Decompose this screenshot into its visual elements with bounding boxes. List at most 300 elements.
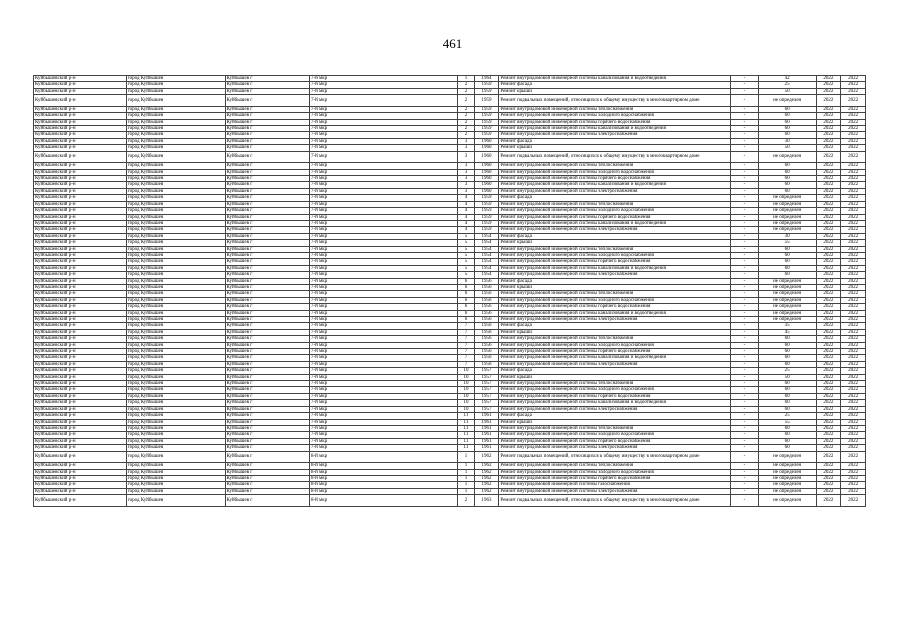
dash-cell: - (731, 425, 759, 431)
year-start-cell: 2022 (816, 145, 841, 151)
year-end-cell: 2022 (841, 201, 866, 207)
year-end-cell: 2022 (841, 138, 866, 144)
year-end-cell: 2022 (841, 329, 866, 335)
year-end-cell: 2022 (841, 368, 866, 374)
work-type-cell: Ремонт фасада (499, 233, 731, 239)
build-year-cell: 1959 (474, 106, 499, 112)
build-year-cell: 1961 (474, 413, 499, 419)
page-number: 461 (442, 36, 463, 51)
work-type-cell: Ремонт внутридомовой инженерной системы канализования и водоотведения (499, 126, 731, 132)
value-cell: 60 (758, 176, 816, 182)
work-type-cell: Ремонт внутридомовой инженерной системы электроснабжения (499, 317, 731, 323)
settlement-cell: город Куйбышев (126, 265, 225, 271)
settlement-cell: город Куйбышев (126, 432, 225, 438)
build-year-cell: 1963 (474, 495, 499, 507)
build-year-cell: 1959 (474, 220, 499, 226)
city-cell: Куйбышев г (225, 252, 309, 258)
district-cell: Куйбышевский р-н (34, 126, 127, 132)
year-end-cell: 2022 (841, 145, 866, 151)
build-year-cell: 1956 (474, 310, 499, 316)
work-type-cell: Ремонт внутридомовой инженерной системы холодного водоснабжения (499, 252, 731, 258)
city-cell: Куйбышев г (225, 82, 309, 88)
year-end-cell: 2022 (841, 259, 866, 265)
street-cell: 7-й мкр (309, 151, 457, 163)
street-cell: 7-й мкр (309, 176, 457, 182)
build-year-cell: 1959 (474, 208, 499, 214)
house-number-cell: 10 (458, 374, 474, 380)
settlement-cell: город Куйбышев (126, 240, 225, 246)
dash-cell: - (731, 361, 759, 367)
district-cell: Куйбышевский р-н (34, 201, 127, 207)
city-cell: Куйбышев г (225, 220, 309, 226)
work-type-cell: Ремонт внутридомовой инженерной системы электроснабжения (499, 132, 731, 138)
year-start-cell: 2022 (816, 406, 841, 412)
dash-cell: - (731, 252, 759, 258)
dash-cell: - (731, 188, 759, 194)
city-cell: Куйбышев г (225, 106, 309, 112)
year-end-cell: 2022 (841, 445, 866, 451)
street-cell: 7-й мкр (309, 272, 457, 278)
settlement-cell: город Куйбышев (126, 163, 225, 169)
city-cell: Куйбышев г (225, 475, 309, 481)
house-number-cell: 1 (458, 475, 474, 481)
street-cell: 7-й мкр (309, 201, 457, 207)
settlement-cell: город Куйбышев (126, 387, 225, 393)
value-cell: 60 (758, 425, 816, 431)
value-cell: 45 (758, 329, 816, 335)
dash-cell: - (731, 393, 759, 399)
year-start-cell: 2022 (816, 432, 841, 438)
year-start-cell: 2022 (816, 227, 841, 233)
house-number-cell: 7 (458, 323, 474, 329)
house-number-cell: 5 (458, 252, 474, 258)
house-number-cell: 3 (458, 151, 474, 163)
work-type-cell: Ремонт внутридомовой инженерной системы канализования и водоотведения (499, 355, 731, 361)
dash-cell: - (731, 82, 759, 88)
district-cell: Куйбышевский р-н (34, 106, 127, 112)
year-end-cell: 2022 (841, 310, 866, 316)
settlement-cell: город Куйбышев (126, 88, 225, 94)
city-cell: Куйбышев г (225, 291, 309, 297)
dash-cell: - (731, 195, 759, 201)
build-year-cell: 1959 (474, 214, 499, 220)
dash-cell: - (731, 76, 759, 82)
work-type-cell: Ремонт крыши (499, 419, 731, 425)
district-cell: Куйбышевский р-н (34, 482, 127, 488)
city-cell: Куйбышев г (225, 126, 309, 132)
district-cell: Куйбышевский р-н (34, 432, 127, 438)
dash-cell: - (731, 95, 759, 107)
work-type-cell: Ремонт внутридомовой инженерной системы холодного водоснабжения (499, 387, 731, 393)
year-start-cell: 2022 (816, 252, 841, 258)
work-type-cell: Ремонт внутридомовой инженерной системы теплоснабжения (499, 425, 731, 431)
dash-cell: - (731, 381, 759, 387)
house-number-cell: 6 (458, 304, 474, 310)
district-cell: Куйбышевский р-н (34, 495, 127, 507)
year-end-cell: 2022 (841, 361, 866, 367)
district-cell: Куйбышевский р-н (34, 488, 127, 494)
house-number-cell: 2 (458, 82, 474, 88)
dash-cell: - (731, 495, 759, 507)
settlement-cell: город Куйбышев (126, 182, 225, 188)
settlement-cell: город Куйбышев (126, 463, 225, 469)
value-cell: 60 (758, 342, 816, 348)
house-number-cell: 2 (458, 119, 474, 125)
value-cell: не определен (758, 195, 816, 201)
year-end-cell: 2022 (841, 240, 866, 246)
year-end-cell: 2022 (841, 451, 866, 463)
district-cell: Куйбышевский р-н (34, 438, 127, 444)
build-year-cell: 1962 (474, 469, 499, 475)
work-type-cell: Ремонт внутридомовой инженерной системы электроснабжения (499, 361, 731, 367)
build-year-cell: 1960 (474, 182, 499, 188)
settlement-cell: город Куйбышев (126, 336, 225, 342)
year-start-cell: 2022 (816, 469, 841, 475)
value-cell: не определен (758, 214, 816, 220)
build-year-cell: 1962 (474, 482, 499, 488)
district-cell: Куйбышевский р-н (34, 413, 127, 419)
dash-cell: - (731, 201, 759, 207)
dash-cell: - (731, 113, 759, 119)
settlement-cell: город Куйбышев (126, 95, 225, 107)
value-cell: 60 (758, 355, 816, 361)
settlement-cell: город Куйбышев (126, 126, 225, 132)
district-cell: Куйбышевский р-н (34, 113, 127, 119)
dash-cell: - (731, 406, 759, 412)
build-year-cell: 1956 (474, 329, 499, 335)
dash-cell: - (731, 138, 759, 144)
year-end-cell: 2022 (841, 95, 866, 107)
year-start-cell: 2022 (816, 361, 841, 367)
district-cell: Куйбышевский р-н (34, 252, 127, 258)
settlement-cell: город Куйбышев (126, 400, 225, 406)
city-cell: Куйбышев г (225, 278, 309, 284)
work-type-cell: Ремонт крыши (499, 374, 731, 380)
year-start-cell: 2022 (816, 451, 841, 463)
settlement-cell: город Куйбышев (126, 145, 225, 151)
street-cell: 7-й мкр (309, 82, 457, 88)
year-end-cell: 2022 (841, 246, 866, 252)
street-cell: 7-й мкр (309, 214, 457, 220)
city-cell: Куйбышев г (225, 355, 309, 361)
build-year-cell: 1954 (474, 233, 499, 239)
dash-cell: - (731, 400, 759, 406)
city-cell: Куйбышев г (225, 182, 309, 188)
dash-cell: - (731, 145, 759, 151)
house-number-cell: 5 (458, 246, 474, 252)
house-number-cell: 5 (458, 233, 474, 239)
settlement-cell: город Куйбышев (126, 349, 225, 355)
year-start-cell: 2022 (816, 445, 841, 451)
value-cell: 55 (758, 240, 816, 246)
house-number-cell: 6 (458, 284, 474, 290)
value-cell: 60 (758, 246, 816, 252)
work-type-cell: Ремонт внутридомовой инженерной системы теплоснабжения (499, 163, 731, 169)
district-cell: Куйбышевский р-н (34, 445, 127, 451)
value-cell: 60 (758, 259, 816, 265)
house-number-cell: 6 (458, 291, 474, 297)
value-cell: 25 (758, 82, 816, 88)
value-cell: 50 (758, 88, 816, 94)
city-cell: Куйбышев г (225, 208, 309, 214)
house-number-cell: 2 (458, 126, 474, 132)
dash-cell: - (731, 259, 759, 265)
year-start-cell: 2022 (816, 425, 841, 431)
year-end-cell: 2022 (841, 469, 866, 475)
settlement-cell: город Куйбышев (126, 406, 225, 412)
build-year-cell: 1962 (474, 488, 499, 494)
value-cell: не определен (758, 482, 816, 488)
work-type-cell: Ремонт внутридомовой инженерной системы холодного водоснабжения (499, 113, 731, 119)
value-cell: 60 (758, 106, 816, 112)
build-year-cell: 1957 (474, 374, 499, 380)
house-number-cell: 10 (458, 400, 474, 406)
work-type-cell: Ремонт внутридомовой инженерной системы газоснабжения (499, 482, 731, 488)
work-type-cell: Ремонт крыши (499, 284, 731, 290)
district-cell: Куйбышевский р-н (34, 265, 127, 271)
district-cell: Куйбышевский р-н (34, 475, 127, 481)
city-cell: Куйбышев г (225, 88, 309, 94)
year-end-cell: 2022 (841, 188, 866, 194)
year-start-cell: 2022 (816, 82, 841, 88)
work-type-cell: Ремонт внутридомовой инженерной системы теплоснабжения (499, 201, 731, 207)
dash-cell: - (731, 151, 759, 163)
work-type-cell: Ремонт крыши (499, 240, 731, 246)
street-cell: 7-й мкр (309, 169, 457, 175)
street-cell: 8-й мкр (309, 495, 457, 507)
work-type-cell: Ремонт фасада (499, 368, 731, 374)
work-type-cell: Ремонт внутридомовой инженерной системы теплоснабжения (499, 381, 731, 387)
district-cell: Куйбышевский р-н (34, 463, 127, 469)
settlement-cell: город Куйбышев (126, 227, 225, 233)
house-number-cell: 3 (458, 145, 474, 151)
value-cell: 60 (758, 163, 816, 169)
work-type-cell: Ремонт внутридомовой инженерной системы горячего водоснабжения (499, 475, 731, 481)
year-end-cell: 2022 (841, 381, 866, 387)
settlement-cell: город Куйбышев (126, 329, 225, 335)
year-end-cell: 2022 (841, 495, 866, 507)
district-cell: Куйбышевский р-н (34, 349, 127, 355)
city-cell: Куйбышев г (225, 400, 309, 406)
house-number-cell: 4 (458, 208, 474, 214)
city-cell: Куйбышев г (225, 113, 309, 119)
street-cell: 7-й мкр (309, 304, 457, 310)
value-cell: не определен (758, 475, 816, 481)
build-year-cell: 1954 (474, 240, 499, 246)
dash-cell: - (731, 163, 759, 169)
city-cell: Куйбышев г (225, 463, 309, 469)
settlement-cell: город Куйбышев (126, 368, 225, 374)
work-type-cell: Ремонт внутридомовой инженерной системы теплоснабжения (499, 336, 731, 342)
settlement-cell: город Куйбышев (126, 214, 225, 220)
city-cell: Куйбышев г (225, 151, 309, 163)
house-number-cell: 10 (458, 368, 474, 374)
settlement-cell: город Куйбышев (126, 132, 225, 138)
build-year-cell: 1957 (474, 368, 499, 374)
district-cell: Куйбышевский р-н (34, 336, 127, 342)
city-cell: Куйбышев г (225, 246, 309, 252)
year-start-cell: 2022 (816, 201, 841, 207)
district-cell: Куйбышевский р-н (34, 342, 127, 348)
house-number-cell: 11 (458, 419, 474, 425)
year-start-cell: 2022 (816, 233, 841, 239)
dash-cell: - (731, 469, 759, 475)
year-end-cell: 2022 (841, 336, 866, 342)
build-year-cell: 1961 (474, 432, 499, 438)
settlement-cell: город Куйбышев (126, 451, 225, 463)
district-cell: Куйбышевский р-н (34, 291, 127, 297)
district-cell: Куйбышевский р-н (34, 220, 127, 226)
build-year-cell: 1960 (474, 138, 499, 144)
work-type-cell: Ремонт крыши (499, 88, 731, 94)
house-number-cell: 3 (458, 138, 474, 144)
work-type-cell: Ремонт внутридомовой инженерной системы горячего водоснабжения (499, 304, 731, 310)
settlement-cell: город Куйбышев (126, 381, 225, 387)
city-cell: Куйбышев г (225, 169, 309, 175)
build-year-cell: 1962 (474, 451, 499, 463)
district-cell: Куйбышевский р-н (34, 425, 127, 431)
year-end-cell: 2022 (841, 297, 866, 303)
build-year-cell: 1954 (474, 252, 499, 258)
settlement-cell: город Куйбышев (126, 393, 225, 399)
value-cell: 60 (758, 182, 816, 188)
settlement-cell: город Куйбышев (126, 82, 225, 88)
year-start-cell: 2022 (816, 310, 841, 316)
year-end-cell: 2022 (841, 106, 866, 112)
build-year-cell: 1960 (474, 176, 499, 182)
district-cell: Куйбышевский р-н (34, 138, 127, 144)
house-number-cell: 7 (458, 349, 474, 355)
value-cell: 42 (758, 76, 816, 82)
district-cell: Куйбышевский р-н (34, 406, 127, 412)
work-type-cell: Ремонт подвальных помещений, относящихся к общему имуществу в многоквартирном доме (499, 95, 731, 107)
settlement-cell: город Куйбышев (126, 201, 225, 207)
year-end-cell: 2022 (841, 425, 866, 431)
year-start-cell: 2022 (816, 176, 841, 182)
year-start-cell: 2022 (816, 278, 841, 284)
city-cell: Куйбышев г (225, 495, 309, 507)
build-year-cell: 1960 (474, 145, 499, 151)
work-type-cell: Ремонт внутридомовой инженерной системы электроснабжения (499, 488, 731, 494)
district-cell: Куйбышевский р-н (34, 76, 127, 82)
year-end-cell: 2022 (841, 413, 866, 419)
settlement-cell: город Куйбышев (126, 310, 225, 316)
dash-cell: - (731, 336, 759, 342)
dash-cell: - (731, 329, 759, 335)
work-type-cell: Ремонт внутридомовой инженерной системы горячего водоснабжения (499, 393, 731, 399)
street-cell: 7-й мкр (309, 252, 457, 258)
district-cell: Куйбышевский р-н (34, 214, 127, 220)
build-year-cell: 1956 (474, 291, 499, 297)
year-start-cell: 2022 (816, 95, 841, 107)
settlement-cell: город Куйбышев (126, 151, 225, 163)
year-end-cell: 2022 (841, 76, 866, 82)
house-number-cell: 10 (458, 393, 474, 399)
dash-cell: - (731, 310, 759, 316)
value-cell: 60 (758, 438, 816, 444)
district-cell: Куйбышевский р-н (34, 419, 127, 425)
build-year-cell: 1960 (474, 169, 499, 175)
year-start-cell: 2022 (816, 138, 841, 144)
year-end-cell: 2022 (841, 387, 866, 393)
district-cell: Куйбышевский р-н (34, 393, 127, 399)
year-end-cell: 2022 (841, 119, 866, 125)
house-number-cell: 4 (458, 201, 474, 207)
dash-cell: - (731, 220, 759, 226)
city-cell: Куйбышев г (225, 336, 309, 342)
settlement-cell: город Куйбышев (126, 113, 225, 119)
dash-cell: - (731, 297, 759, 303)
year-start-cell: 2022 (816, 259, 841, 265)
dash-cell: - (731, 451, 759, 463)
dash-cell: - (731, 432, 759, 438)
district-cell: Куйбышевский р-н (34, 323, 127, 329)
house-number-cell: 11 (458, 432, 474, 438)
value-cell: не определен (758, 495, 816, 507)
value-cell: 60 (758, 126, 816, 132)
street-cell: 7-й мкр (309, 145, 457, 151)
table-row (34, 451, 866, 463)
value-cell: 60 (758, 393, 816, 399)
year-end-cell: 2022 (841, 488, 866, 494)
street-cell: 7-й мкр (309, 393, 457, 399)
street-cell: 7-й мкр (309, 233, 457, 239)
year-start-cell: 2022 (816, 336, 841, 342)
work-type-cell: Ремонт крыши (499, 145, 731, 151)
city-cell: Куйбышев г (225, 425, 309, 431)
year-start-cell: 2022 (816, 291, 841, 297)
repair-schedule-table (33, 75, 866, 507)
year-start-cell: 2022 (816, 284, 841, 290)
district-cell: Куйбышевский р-н (34, 374, 127, 380)
year-end-cell: 2022 (841, 463, 866, 469)
work-type-cell: Ремонт внутридомовой инженерной системы холодного водоснабжения (499, 297, 731, 303)
table-body (34, 76, 866, 507)
value-cell: не определен (758, 278, 816, 284)
city-cell: Куйбышев г (225, 304, 309, 310)
house-number-cell: 2 (458, 132, 474, 138)
settlement-cell: город Куйбышев (126, 76, 225, 82)
settlement-cell: город Куйбышев (126, 252, 225, 258)
district-cell: Куйбышевский р-н (34, 82, 127, 88)
build-year-cell: 1957 (474, 387, 499, 393)
street-cell: 8-й мкр (309, 488, 457, 494)
street-cell: 7-й мкр (309, 188, 457, 194)
value-cell: 60 (758, 132, 816, 138)
city-cell: Куйбышев г (225, 342, 309, 348)
work-type-cell: Ремонт внутридомовой инженерной системы канализования и водоотведения (499, 400, 731, 406)
dash-cell: - (731, 355, 759, 361)
house-number-cell: 6 (458, 317, 474, 323)
street-cell: 7-й мкр (309, 355, 457, 361)
value-cell: не определен (758, 304, 816, 310)
build-year-cell: 1959 (474, 201, 499, 207)
value-cell: 60 (758, 400, 816, 406)
street-cell: 7-й мкр (309, 329, 457, 335)
city-cell: Куйбышев г (225, 361, 309, 367)
house-number-cell: 6 (458, 310, 474, 316)
street-cell: 7-й мкр (309, 246, 457, 252)
value-cell: 25 (758, 368, 816, 374)
settlement-cell: город Куйбышев (126, 342, 225, 348)
street-cell: 7-й мкр (309, 208, 457, 214)
city-cell: Куйбышев г (225, 374, 309, 380)
year-end-cell: 2022 (841, 432, 866, 438)
year-end-cell: 2022 (841, 278, 866, 284)
value-cell: 60 (758, 381, 816, 387)
year-start-cell: 2022 (816, 329, 841, 335)
build-year-cell: 1959 (474, 119, 499, 125)
